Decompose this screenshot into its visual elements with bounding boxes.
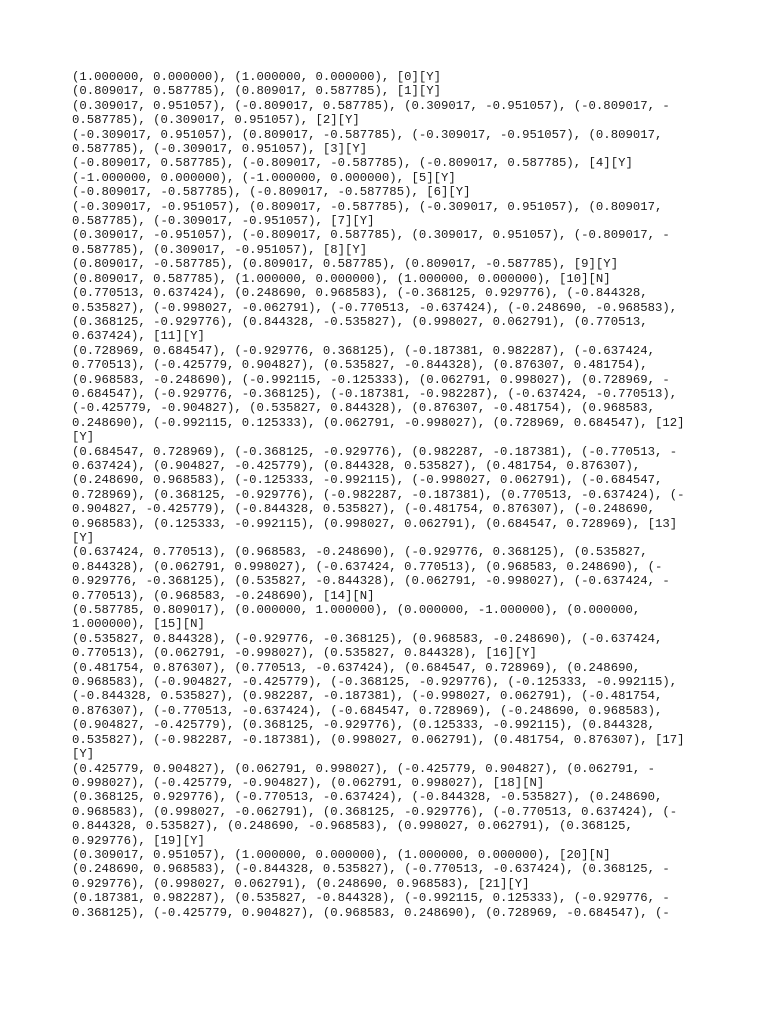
text-line: [Y] [72, 430, 95, 445]
text-line: (0.481754, 0.876307), (0.770513, -0.637424), (0.684547, 0.728969), (0.248690, [72, 660, 641, 675]
text-line: 0.587785), (0.309017, -0.951057), [8][Y] [72, 242, 368, 257]
text-line: 0.587785), (0.309017, 0.951057), [2][Y] [72, 113, 360, 128]
text-line: (0.248690, 0.968583), (-0.125333, -0.992115), (-0.998027, 0.062791), (-0.684547, [72, 473, 663, 488]
text-line: 0.876307), (-0.770513, -0.637424), (-0.684547, 0.728969), (-0.248690, 0.968583), [72, 703, 663, 718]
text-line: 0.929776), (0.998027, 0.062791), (0.248690, 0.968583), [21][Y] [72, 876, 530, 891]
text-line: (0.770513, 0.637424), (0.248690, 0.968583), (-0.368125, 0.929776), (-0.844328, [72, 286, 648, 301]
text-line: (0.728969, 0.684547), (-0.929776, 0.368125), (-0.187381, 0.982287), (-0.637424, [72, 343, 655, 358]
text-line: 0.637424), [11][Y] [72, 329, 205, 344]
text-line: (-0.809017, 0.587785), (-0.809017, -0.587785), (-0.809017, 0.587785), [4][Y] [72, 156, 633, 171]
text-line: 0.929776), [19][Y] [72, 833, 205, 848]
document-text [72, 70, 712, 920]
text-line: 0.844328), (0.062791, 0.998027), (-0.637424, 0.770513), (0.968583, 0.248690), (- [72, 559, 663, 574]
text-line: (0.248690, 0.968583), (-0.844328, 0.535827), (-0.770513, -0.637424), (0.368125, - [72, 862, 670, 877]
text-line: 0.968583), (-0.904827, -0.425779), (-0.368125, -0.929776), (-0.125333, -0.992115), [72, 675, 678, 690]
text-line: 0.844328, 0.535827), (0.248690, -0.968583), (0.998027, 0.062791), (0.368125, [72, 819, 633, 834]
text-line: 0.535827), (-0.998027, -0.062791), (-0.770513, -0.637424), (-0.248690, -0.968583), [72, 300, 678, 315]
text-line: 0.770513), (0.062791, -0.998027), (0.535827, 0.844328), [16][Y] [72, 646, 537, 661]
text-line: (-0.809017, -0.587785), (-0.809017, -0.587785), [6][Y] [72, 185, 471, 200]
text-line: (-0.425779, -0.904827), (0.535827, 0.844328), (0.876307, -0.481754), (0.968583, [72, 401, 655, 416]
text-line: 0.684547), (-0.929776, -0.368125), (-0.187381, -0.982287), (-0.637424, -0.770513), [72, 386, 678, 401]
text-line: (0.809017, -0.587785), (0.809017, 0.587785), (0.809017, -0.587785), [9][Y] [72, 257, 619, 272]
text-line: (-0.844328, 0.535827), (0.982287, -0.187381), (-0.998027, 0.062791), (-0.481754, [72, 689, 663, 704]
text-line: (1.000000, 0.000000), (1.000000, 0.000000), [0][Y] [72, 70, 441, 84]
text-line: 0.968583), (0.125333, -0.992115), (0.998027, 0.062791), (0.684547, 0.728969), [13] [72, 516, 678, 531]
text-line: (0.809017, 0.587785), (1.000000, 0.000000), (1.000000, 0.000000), [10][N] [72, 271, 611, 286]
text-line: 0.637424), (0.904827, -0.425779), (0.844328, 0.535827), (0.481754, 0.876307), [72, 458, 641, 473]
text-line: (0.587785, 0.809017), (0.000000, 1.000000), (0.000000, -1.000000), (0.000000, [72, 603, 641, 618]
text-line: 0.587785), (-0.309017, 0.951057), [3][Y] [72, 142, 368, 157]
text-line: (0.309017, 0.951057), (1.000000, 0.000000), (1.000000, 0.000000), [20][N] [72, 847, 611, 862]
text-line: (0.968583, -0.248690), (-0.992115, -0.125333), (0.062791, 0.998027), (0.728969, - [72, 372, 670, 387]
text-line: 0.770513), (-0.425779, 0.904827), (0.535827, -0.844328), (0.876307, 0.481754), [72, 358, 648, 373]
text-line: 1.000000), [15][N] [72, 617, 205, 632]
text-line: [Y] [72, 747, 95, 762]
text-line: 0.968583), (0.998027, -0.062791), (0.368125, -0.929776), (-0.770513, 0.637424), (- [72, 804, 678, 819]
text-line: (-1.000000, 0.000000), (-1.000000, 0.000000), [5][Y] [72, 170, 456, 185]
text-line: 0.998027), (-0.425779, -0.904827), (0.062791, 0.998027), [18][N] [72, 775, 545, 790]
text-line: 0.929776, -0.368125), (0.535827, -0.844328), (0.062791, -0.998027), (-0.637424, - [72, 574, 670, 589]
text-line: [Y] [72, 531, 95, 545]
text-line: 0.904827, -0.425779), (-0.844328, 0.535827), (-0.481754, 0.876307), (-0.248690, [72, 502, 655, 517]
text-line: (0.684547, 0.728969), (-0.368125, -0.929776), (0.982287, -0.187381), (-0.770513, - [72, 444, 678, 459]
text-line: (0.637424, 0.770513), (0.968583, -0.248690), (-0.929776, 0.368125), (0.535827, [72, 545, 648, 560]
text-line: (0.809017, 0.587785), (0.809017, 0.587785), [1][Y] [72, 84, 441, 99]
text-line: (0.309017, 0.951057), (-0.809017, 0.587785), (0.309017, -0.951057), (-0.809017, - [72, 98, 670, 113]
text-line: 0.535827), (-0.982287, -0.187381), (0.998027, 0.062791), (0.481754, 0.876307), [17] [72, 732, 685, 747]
text-line: (0.425779, 0.904827), (0.062791, 0.998027), (-0.425779, 0.904827), (0.062791, - [72, 761, 655, 776]
text-line: 0.728969), (0.368125, -0.929776), (-0.982287, -0.187381), (0.770513, -0.637424), (- [72, 487, 685, 502]
text-line: (0.904827, -0.425779), (0.368125, -0.929776), (0.125333, -0.992115), (0.844328, [72, 718, 655, 733]
text-line: (0.309017, -0.951057), (-0.809017, 0.587785), (0.309017, 0.951057), (-0.809017, - [72, 228, 670, 243]
text-line: 0.368125), (-0.425779, 0.904827), (0.968583, 0.248690), (0.728969, -0.684547), (- [72, 905, 670, 920]
text-line: (-0.309017, -0.951057), (0.809017, -0.587785), (-0.309017, 0.951057), (0.809017, [72, 199, 663, 214]
text-line: 0.248690), (-0.992115, 0.125333), (0.062791, -0.998027), (0.728969, 0.684547), [12] [72, 415, 685, 430]
text-line: 0.770513), (0.968583, -0.248690), [14][N] [72, 588, 375, 603]
text-line: 0.587785), (-0.309017, -0.951057), [7][Y] [72, 214, 375, 229]
text-line: (0.535827, 0.844328), (-0.929776, -0.368125), (0.968583, -0.248690), (-0.637424, [72, 631, 663, 646]
text-line: (-0.309017, 0.951057), (0.809017, -0.587785), (-0.309017, -0.951057), (0.809017, [72, 127, 663, 142]
text-line: (0.368125, -0.929776), (0.844328, -0.535827), (0.998027, 0.062791), (0.770513, [72, 314, 648, 329]
text-line: (0.368125, 0.929776), (-0.770513, -0.637424), (-0.844328, -0.535827), (0.248690, [72, 790, 663, 805]
text-line: (0.187381, 0.982287), (0.535827, -0.844328), (-0.992115, 0.125333), (-0.929776, - [72, 891, 670, 906]
